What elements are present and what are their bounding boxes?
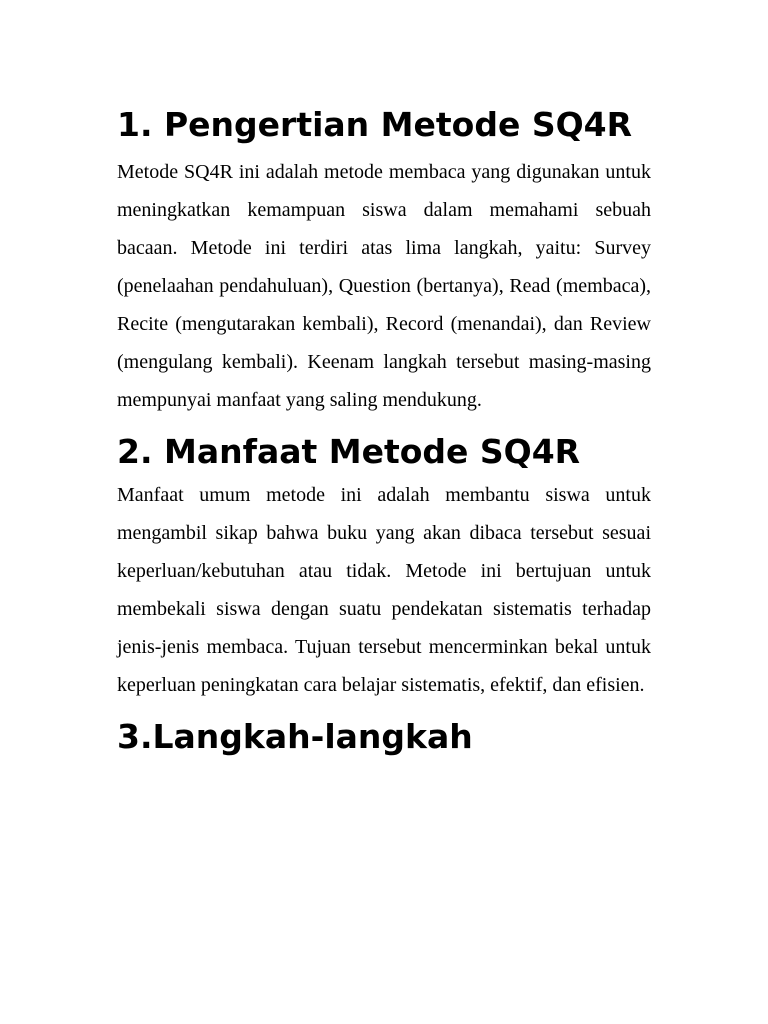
section-1-paragraph: Metode SQ4R ini adalah metode membaca yang digunakan untuk meningkatkan kemampuan siswa dalam memahami sebuah bacaan. Metode ini terdiri atas lima langkah, yaitu: Survey (penelaahan pendahuluan), Question (bertanya), Read (membaca), Recite (mengutarakan kembali), Record (menandai), dan Review (mengulang kembali). Keenam langkah tersebut masing-masing mempunyai manfaat yang saling mendukung. <box>117 161 651 411</box>
section-2-paragraph: Manfaat umum metode ini adalah membantu siswa untuk mengambil sikap bahwa buku yang akan dibaca tersebut sesuai keperluan/kebutuhan atau tidak. Metode ini bertujuan untuk membekali siswa dengan suatu pendekatan sistematis terhadap jenis-jenis membaca. Tujuan tersebut mencerminkan bekal untuk keperluan peningkatan cara belajar sistematis, efektif, dan efisien. <box>117 484 651 696</box>
document-page <box>117 96 651 757</box>
section-2-heading: 2. Manfaat Metode SQ4R <box>117 432 581 471</box>
section-3-heading: 3.Langkah-langkah <box>117 717 473 756</box>
section-1-heading: 1. Pengertian Metode SQ4R <box>117 105 633 144</box>
